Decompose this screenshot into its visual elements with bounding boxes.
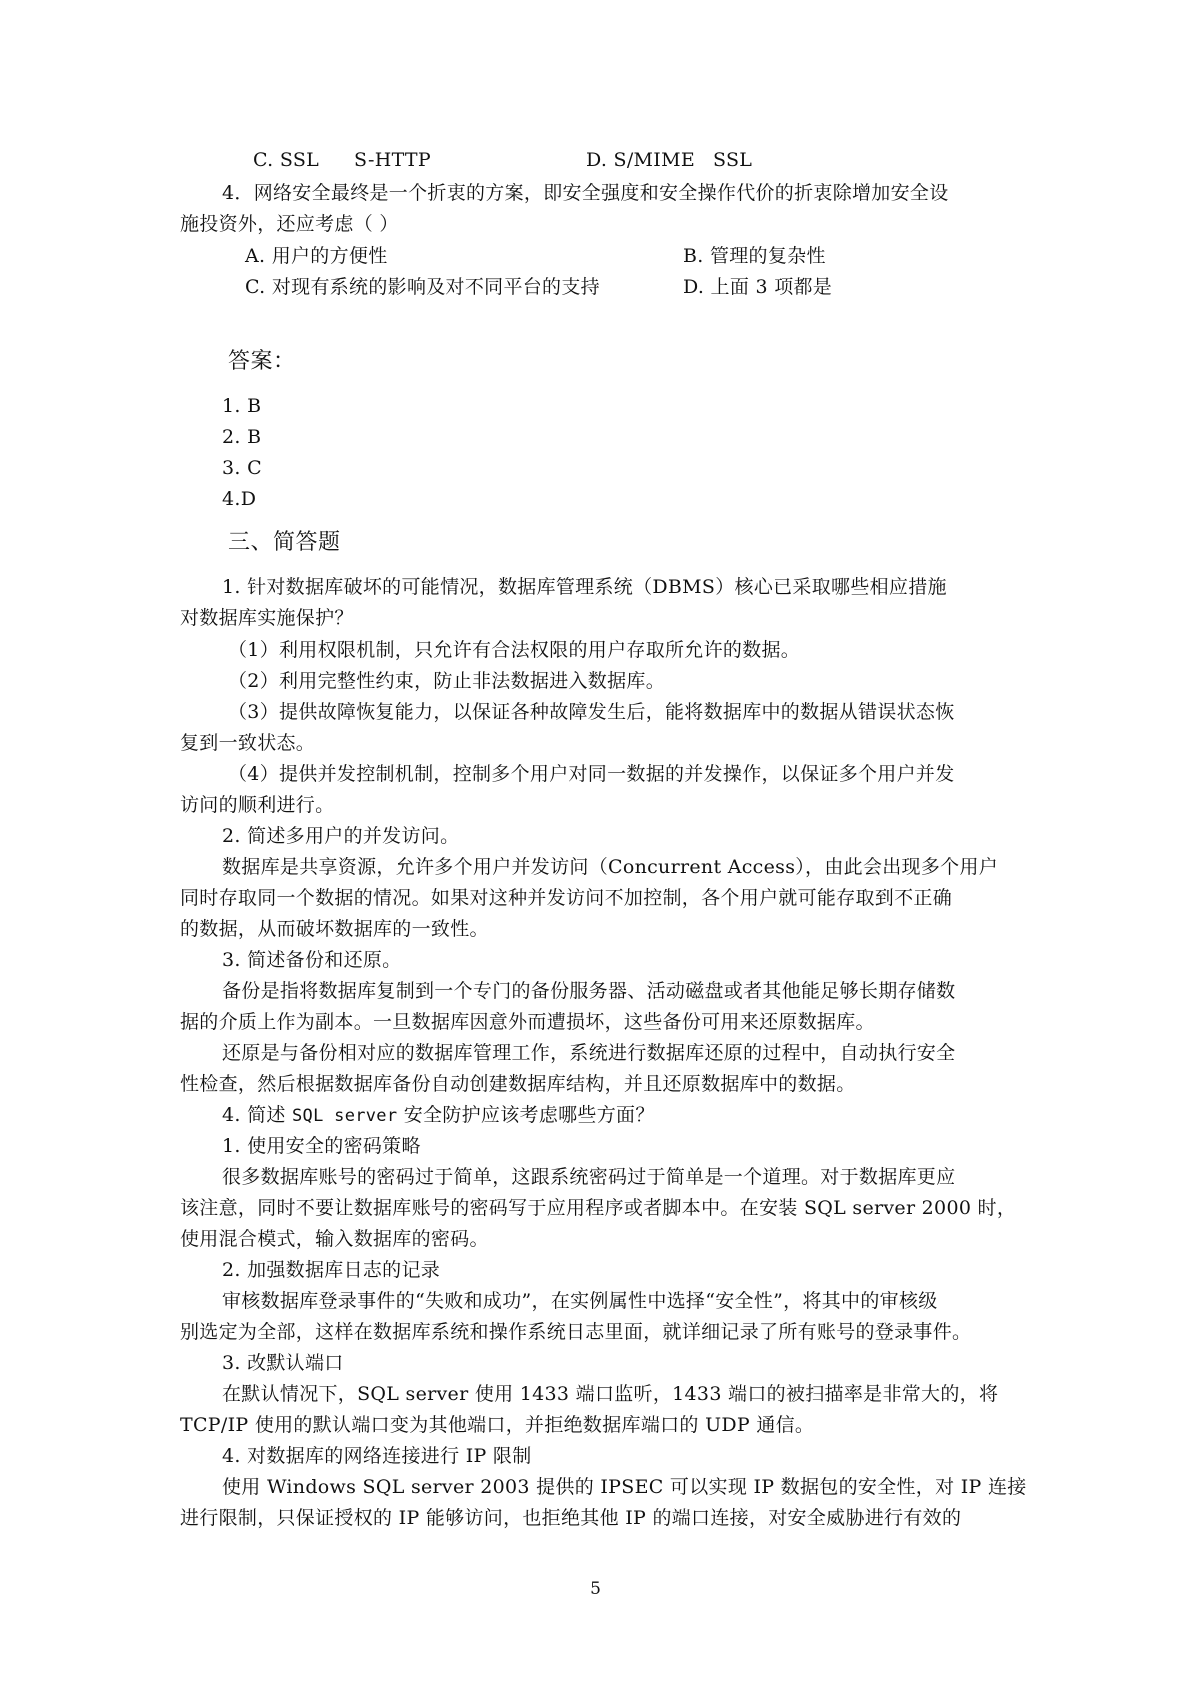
sa-q2-answer-line-1: 数据库是共享资源，允许多个用户并发访问（Concurrent Access），由此会出现多个用户 — [222, 856, 999, 878]
sa-q4-title — [222, 1103, 655, 1128]
sa-q4-sub3-line-1: 在默认情况下，SQL server 使用 1433 端口监听，1433 端口的被扫描率是非常大的，将 — [222, 1383, 999, 1405]
q4-option-c: C. 对现有系统的影响及对不同平台的支持 — [245, 276, 600, 298]
sa-q2-answer-line-2: 同时存取同一个数据的情况。如果对这种并发访问不加控制，各个用户就可能存取到不正确 — [180, 887, 953, 909]
sa-q4-sub3-title: 3. 改默认端口 — [222, 1352, 344, 1374]
sa-q3-restore-line-2: 性检查，然后根据数据库备份自动创建数据库结构，并且还原数据库中的数据。 — [180, 1073, 856, 1095]
q4-option-a: A. 用户的方便性 — [245, 245, 388, 267]
q4-stem-line-1: 4．网络安全最终是一个折衷的方案，即安全强度和安全操作代价的折衷除增加安全设 — [222, 182, 949, 204]
q3-option-c-value: S-HTTP — [354, 149, 431, 171]
sa-q1-point-4-line-1: （4）提供并发控制机制，控制多个用户对同一数据的并发操作，以保证多个用户并发 — [228, 763, 955, 785]
sa-q3-backup-line-1: 备份是指将数据库复制到一个专门的备份服务器、活动磁盘或者其他能足够长期存储数 — [222, 980, 956, 1002]
sa-q4-sub2-title: 2. 加强数据库日志的记录 — [222, 1259, 441, 1281]
sa-q2-title: 2. 简述多用户的并发访问。 — [222, 825, 460, 847]
sa-q4-sub2-line-1: 审核数据库登录事件的“失败和成功”，在实例属性中选择“安全性”，将其中的审核级 — [222, 1290, 938, 1312]
answer-item: 2. B — [222, 426, 262, 448]
answer-item: 1. B — [222, 395, 262, 417]
sa-q4-title-code: SQL server — [292, 1106, 398, 1126]
sa-q1-line-2: 对数据库实施保护？ — [180, 607, 354, 629]
answer-item: 3. C — [222, 457, 262, 479]
sa-q4-sub3-line-2: TCP/IP 使用的默认端口变为其他端口，并拒绝数据库端口的 UDP 通信。 — [180, 1414, 815, 1436]
sa-q4-sub4-line-1: 使用 Windows SQL server 2003 提供的 IPSEC 可以实现 IP 数据包的安全性，对 IP 连接 — [222, 1476, 1027, 1498]
sa-q1-point-1: （1）利用权限机制，只允许有合法权限的用户存取所允许的数据。 — [228, 639, 801, 661]
q4-stem-line-2: 施投资外，还应考虑（ ） — [180, 213, 399, 235]
sa-q3-restore-line-1: 还原是与备份相对应的数据库管理工作，系统进行数据库还原的过程中，自动执行安全 — [222, 1042, 956, 1064]
sa-q1-point-2: （2）利用完整性约束，防止非法数据进入数据库。 — [228, 670, 665, 692]
sa-q1-line-1: 1. 针对数据库破坏的可能情况，数据库管理系统（DBMS）核心已采取哪些相应措施 — [222, 576, 947, 598]
sa-q2-answer-line-3: 的数据，从而破坏数据库的一致性。 — [180, 918, 489, 940]
answer-item: 4.D — [222, 488, 257, 510]
q4-option-d: D. 上面 3 项都是 — [683, 276, 833, 298]
q3-option-c-label: C. SSL — [253, 149, 320, 171]
sa-q4-title-prefix: 4. 简述 — [222, 1104, 293, 1126]
sa-q1-point-4-line-2: 访问的顺利进行。 — [180, 794, 335, 816]
sa-q4-sub1-title: 1. 使用安全的密码策略 — [222, 1135, 421, 1157]
q3-option-d-value: SSL — [713, 149, 753, 171]
sa-q3-title: 3. 简述备份和还原。 — [222, 949, 402, 971]
sa-q4-sub4-title: 4. 对数据库的网络连接进行 IP 限制 — [222, 1445, 532, 1467]
answers-heading: 答案： — [228, 349, 296, 374]
sa-q4-sub4-line-2: 进行限制，只保证授权的 IP 能够访问，也拒绝其他 IP 的端口连接，对安全威胁进行有效的 — [180, 1507, 962, 1529]
sa-q4-sub1-line-1: 很多数据库账号的密码过于简单，这跟系统密码过于简单是一个道理。对于数据库更应 — [222, 1166, 956, 1188]
q4-option-b: B. 管理的复杂性 — [683, 245, 826, 267]
sa-q4-sub2-line-2: 别选定为全部，这样在数据库系统和操作系统日志里面，就详细记录了所有账号的登录事件。 — [180, 1321, 972, 1343]
sa-q4-title-suffix: 安全防护应该考虑哪些方面？ — [397, 1104, 655, 1126]
sa-q3-backup-line-2: 据的介质上作为副本。一旦数据库因意外而遭损坏，这些备份可用来还原数据库。 — [180, 1011, 875, 1033]
section-heading: 三、简答题 — [228, 530, 341, 555]
page-number: 5 — [590, 1579, 601, 1599]
sa-q4-sub1-line-2: 该注意，同时不要让数据库账号的密码写于应用程序或者脚本中。在安装 SQL server 2000 时， — [180, 1197, 1017, 1219]
q3-option-d-label: D. S/MIME — [586, 149, 696, 171]
sa-q1-point-3-line-2: 复到一致状态。 — [180, 732, 316, 754]
sa-q1-point-3-line-1: （3）提供故障恢复能力，以保证各种故障发生后，能将数据库中的数据从错误状态恢 — [228, 701, 955, 723]
sa-q4-sub1-line-3: 使用混合模式，输入数据库的密码。 — [180, 1228, 489, 1250]
